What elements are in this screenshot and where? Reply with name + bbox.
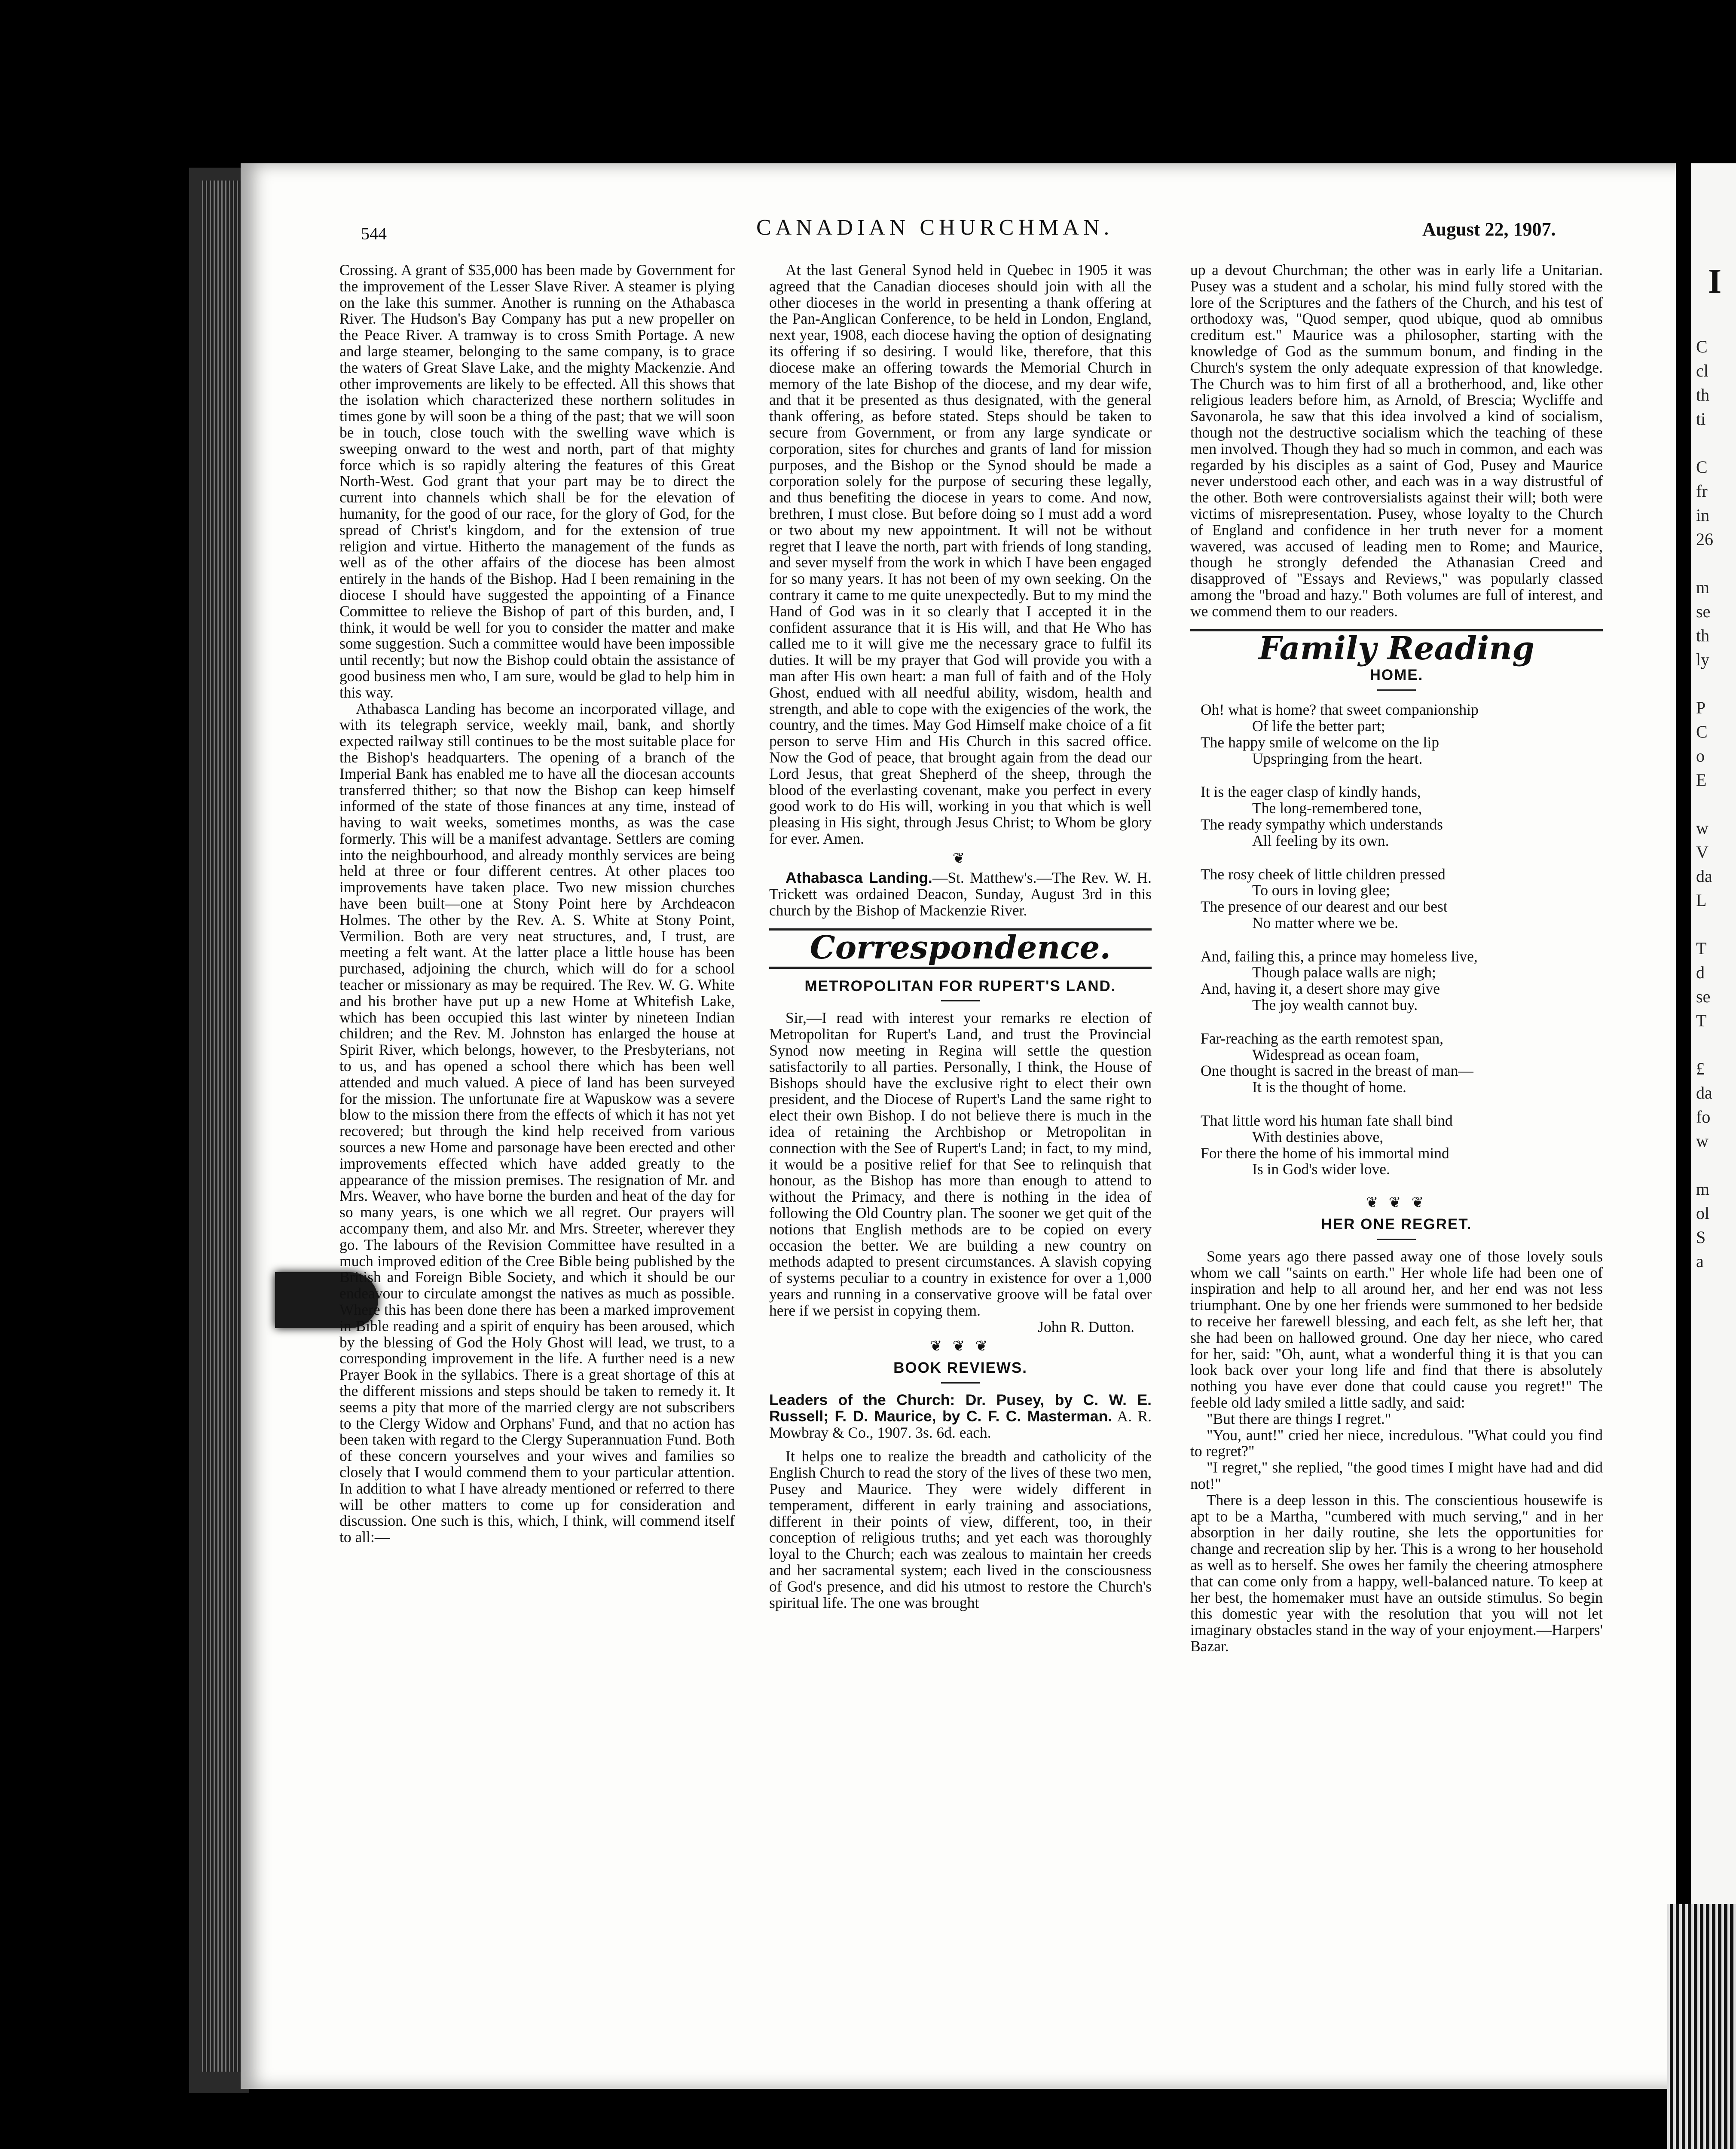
fragment-text: V: [1696, 842, 1708, 862]
fragment-text: w: [1696, 818, 1708, 838]
adjacent-page-letter: I: [1708, 263, 1722, 300]
poem-line: To ours in loving glee;: [1252, 882, 1390, 899]
story-title: HER ONE REGRET.: [1321, 1216, 1472, 1233]
review-continued: up a devout Churchman; the other was in early life a Unitarian. Pusey was a student and a scholar, his mind fully stored with the lore of the Scriptures and the fathers of the Church, and his test of orthodoxy was, "Quod semper, quod ubique, quod ab omnibus creditum est." Maurice was a philosopher, starting with the knowledge of God as the summum bonum, and finding in the Church's system the only adequate expression of that knowledge. The Church was to him first of all a brotherhood, and, like other religious leaders before him, as Arnold, of Brescia; Wycliffe and Savonarola, he saw that this idea involved a kind of socialism, though not the destructive socialism which the teaching of these men involved. Though they had so much in common, and each was regarded by his disciples as a saint of God, Pusey and Maurice never understood each other, and each was in a way distrustful of the other. Both were controversialists against their will; both were victims of misrepresentation. Pusey, whose loyalty to the Church of England and confidence in her truth never for a moment wavered, was accused of leading men to Rome; and Maurice, though he strongly defended the Athanasian Creed and disapproved of "Essays and Reviews," was popularly classed among the "broad and hazy." Both volumes are full of interest, and we commend them to our readers.: [1190, 261, 1603, 620]
letter-body: Sir,—I read with interest your remarks re election of Metropolitan for Rupert's Land, and trust the Provincial Synod now meeting in Regina will settle the question satisfactorily to all parties. Personally, I think, the House of Bishops should have the exclusive right to elect their own president, and the Diocese of Rupert's Land the same right to elect their own Bishop. I do not believe there is much in the idea of retaining the Archbishop or Metropolitan in connection with the See of Rupert's Land; in fact, to my mind, it would be a positive relief for that See to relinquish that honour, as the Bishop has more than enough to attend to without the Primacy, and there is nothing in the idea of following the Old Country plan. The sooner we get quit of the notions that English methods are to be copied on every occasion the better. We are building a new country on methods adapted to present circumstances. A slavish copying of systems peculiar to a country in existence for over a 1,000 years and running in a conservative groove will be fatal over here if we persist in copying them.: [769, 1009, 1152, 1319]
divider: [1377, 1239, 1416, 1240]
poem-line: The long-remembered tone,: [1252, 799, 1422, 817]
masthead: CANADIAN CHURCHMAN.: [756, 215, 1114, 240]
page-number: 544: [361, 224, 387, 243]
poem-line: Far-reaching as the earth remotest span,: [1201, 1029, 1444, 1047]
column-2: [769, 262, 1152, 1611]
poem-line: And, failing this, a prince may homeless live,: [1201, 947, 1478, 965]
poem-line: It is the thought of home.: [1252, 1078, 1406, 1096]
story-paragraph: "I regret," she replied, "the good times I might have had and did not!": [1190, 1459, 1603, 1492]
fragment-text: C: [1696, 722, 1708, 741]
poem-line: And, having it, a desert shore may give: [1201, 980, 1440, 998]
story-paragraph: "But there are things I regret.": [1207, 1410, 1391, 1427]
ornament: ❦: [952, 850, 969, 866]
poem-line: It is the eager clasp of kindly hands,: [1201, 783, 1421, 801]
church-notice: [769, 870, 1152, 918]
poem-stanza: [1201, 784, 1603, 849]
fragment-text: a: [1696, 1252, 1704, 1271]
issue-date: August 22, 1907.: [1422, 219, 1556, 240]
fragment-text: th: [1696, 626, 1710, 645]
fragment-text: C: [1696, 337, 1708, 356]
story-paragraph: Some years ago there passed away one of those lovely souls whom we call "saints on earth." Her whole life had been one of inspiration and help to all around her, and her end was not less triumphant. One by one her friends were summoned to her bedside to receive her farewell blessing, and each felt, as she left her, that she had been on hallowed ground. One day her niece, who cared for her, said: "Oh, aunt, what a wonderful thing it is that you can look back over your long life and find that there is absolutely nothing you have ever done that could cause you regret!" The feeble old lady smiled a little sadly, and said:: [1190, 1247, 1603, 1411]
fragment-text: th: [1696, 385, 1710, 404]
notice-text: —St. Matthew's.—The Rev. W. H. Trickett was ordained Deacon, Sunday, August 3rd in this church by the Bishop of Mackenzie River.: [769, 869, 1152, 919]
fragment-text: m: [1696, 1179, 1710, 1199]
adjacent-page-fragment: [1691, 163, 1736, 2089]
divider: [941, 1382, 980, 1384]
poem-line: For there the home of his immortal mind: [1201, 1144, 1449, 1162]
ornament: ❦ ❦ ❦: [1366, 1195, 1427, 1211]
fragment-text: da: [1696, 866, 1712, 886]
poem-stanza: [1201, 702, 1603, 767]
review-citation: [769, 1392, 1152, 1441]
fragment-text: £: [1696, 1059, 1705, 1078]
fragment-text: w: [1696, 1131, 1708, 1151]
poem-line: No matter where we be.: [1252, 914, 1399, 931]
ornament: ❦ ❦ ❦: [929, 1338, 991, 1355]
fragment-text: L: [1696, 891, 1707, 910]
letter-signature: John R. Dutton.: [1038, 1318, 1134, 1335]
fragment-text: ly: [1696, 650, 1710, 669]
poem-line: The joy wealth cannot buy.: [1252, 996, 1418, 1014]
fragment-text: o: [1696, 746, 1705, 765]
fragment-text: E: [1696, 770, 1707, 790]
poem-line: One thought is sacred in the breast of man—: [1201, 1062, 1473, 1080]
poem-line: All feeling by its own.: [1252, 832, 1389, 849]
poem-line: Of life the better part;: [1252, 717, 1385, 735]
page-edges-bottom: [1667, 1904, 1736, 2149]
review-publisher: A. R. Mowbray & Co., 1907. 3s. 6d. each.: [769, 1407, 1152, 1441]
divider: [1377, 689, 1416, 691]
fragment-text: ol: [1696, 1203, 1710, 1223]
poem-line: Upspringing from the heart.: [1252, 750, 1423, 767]
fragment-text: T: [1696, 939, 1707, 958]
poem-line: Widespread as ocean foam,: [1252, 1046, 1419, 1063]
letter-title: METROPOLITAN FOR RUPERT'S LAND.: [804, 977, 1116, 995]
poem-line: With destinies above,: [1252, 1128, 1384, 1145]
fragment-text: se: [1696, 987, 1711, 1006]
paragraph: Athabasca Landing has become an incorporated village, and with its telegraph service, weekly mail, bank, and shortly expected railway still continues to be the most suitable place for the Bishop's headquarters. The opening of a branch of the Imperial Bank has enabled me to have all the diocesan accounts transferred thither; so that now the Bishop can keep himself informed of the state of those finances at any time, instead of having to wait weeks, sometimes months, as was the case formerly. This will be a manifest advantage. Settlers are coming into the neighbourhood, and already monthly services are being held at three or four different centres. At other places too improvements have taken place. Two new mission churches have been built—one at Stony Point here by Archdeacon Holmes. The other by the Rev. A. S. White at Stony Point, Vermilion. Both are very neat structures, and, I trust, are meeting a felt want. At the latter place a little house has been purchased, adjoining the church, which will do for a school teacher or missionary as may be required. The Rev. W. G. White and his brother have put up a new Home at Whitefish Lake, which has been occupied this last winter by nineteen Indian children; and the Rev. M. Johnston has enlarged the house at Spirit River, which belongs, however, to the Presbyterians, not to us, and has opened a school there which has been well attended and much valued. A piece of land has been surveyed for the mission. The unfortunate fire at Wapuskow was a severe blow to the mission there from the effects of which it has not yet recovered; but through the kind help received from various sources a new Home and parsonage have been erected and other improvements effected which have added greatly to the appearance of the mission premises. The resignation of Mr. and Mrs. Weaver, who have borne the burden and heat of the day for so many years, is one which we all regret. Our prayers will accompany them, and also Mr. and Mrs. Streeter, wherever they go. The labours of the Revision Committee have resulted in a much improved edition of the Cree Bible being published by the British and Foreign Bible Society, and which it should be our endeavour to circulate amongst the natives as much as possible. Where this has been done there has been a marked improvement in Bible reading and a spirit of enquiry has been aroused, which by the blessing of God the Holy Ghost will lead, we trust, to a corresponding improvement in the life. A further need is a new Prayer Book in the syllabics. There is a great shortage of this at the different missions and steps should be taken to remedy it. It seems a pity that more of the married clergy are not subscribers to the Clergy Widow and Orphans' Fund, and that no action has been taken with regard to the Clergy Superannuation Fund. Both of these concern yourselves and your wives and families so closely that I would commend them to your particular attention. In addition to what I have already mentioned or referred to there will be other matters to come up for consideration and discussion. One such is this, which, I think, will commend itself to all:—: [339, 700, 735, 1546]
poem-line: The rosy cheek of little children pressed: [1201, 865, 1446, 883]
notice-lead: Athabasca Landing.: [785, 869, 932, 887]
poem-stanza: [1201, 949, 1603, 1013]
poem-line: Oh! what is home? that sweet companionship: [1201, 701, 1479, 719]
poem-line: The happy smile of welcome on the lip: [1201, 733, 1440, 751]
poem-stanza: [1201, 866, 1603, 931]
fragment-text: d: [1696, 963, 1705, 982]
fragment-text: T: [1696, 1011, 1707, 1030]
fragment-text: m: [1696, 578, 1710, 597]
fragment-text: cl: [1696, 361, 1708, 380]
fragment-text: 26: [1696, 530, 1713, 549]
review-lead: Leaders of the Church: Dr. Pusey, by C. W. E. Russell; F. D. Maurice, by C. F. C. Masterman.: [769, 1391, 1152, 1425]
fragment-text: ti: [1696, 409, 1706, 429]
fragment-text: S: [1696, 1228, 1706, 1247]
paragraph: At the last General Synod held in Quebec in 1905 it was agreed that the Canadian dioceses should join with all the other dioceses in the world in presenting a thank offering at the Pan-Anglican Conference, to be held in London, England, next year, 1908, each diocese having the option of designating its offering if so desiring. I would like, therefore, that this diocese make an offering towards the Memorial Church in memory of the late Bishop of the diocese, and my dear wife, and that it be presented as thus designated, with the general thank offering, as before stated. Steps should be taken to secure from Government, or from any large syndicate or corporation, sites for churches and grants of land for mission purposes, and the Bishop or the Synod should be made a corporation solely for the purpose of securing these legally, and thus benefiting the diocese in years to come. And now, brethren, I must close. But before doing so I must add a word or two about my new appointment. It will not be without regret that I leave the north, part with friends of long standing, and sever myself from the work in which I have been engaged for so many years. It has not been of my own seeking. On the contrary it came to me quite unexpectedly. But to my mind the Hand of God was in it so clearly that I accepted it in the confident assurance that it is His will, and that He Who has called me to it will give me the necessary grace to fulfil its duties. It will be my prayer that God will provide you with a man after His own heart: a man full of faith and of the Holy Ghost, endued with all needful ability, wisdom, health and strength, and able to cope with the exigencies of the work, the country, and the times. May God Himself make choice of a fit person to serve Him and His Church in this sacred office. Now the God of peace, that brought again from the dead our Lord Jesus, that great Shepherd of the sheep, through the blood of the everlasting covenant, make you perfect in every good work to do His will, working in you that which is well pleasing in His sight, through Jesus Christ; to Whom be glory for ever. Amen.: [769, 261, 1152, 847]
fragment-text: da: [1696, 1083, 1712, 1102]
fragment-text: P: [1696, 698, 1706, 717]
poem-line: Is in God's wider love.: [1252, 1160, 1390, 1178]
review-body: It helps one to realize the breadth and catholicity of the English Church to read the story of the lives of these two men, Pusey and Maurice. They were widely different in temperament, different in early training and associations, different in their points of view, different, too, in their conception of religious truths; and yet each was thoroughly loyal to the Church; each was zealous to maintain her creeds and her sacramental system; each lived in the consciousness of God's presence, and did his utmost to restore the Church's spiritual life. The one was brought: [769, 1448, 1152, 1611]
fragment-text: C: [1696, 457, 1708, 477]
fragment-text: fr: [1696, 481, 1708, 501]
poem: [1201, 702, 1603, 1178]
page-edges: [202, 181, 241, 2072]
story-paragraph: There is a deep lesson in this. The conscientious housewife is apt to be a Martha, "cumbered with much serving," and in her absorption in her daily routine, she lets the opportunities for change and recreation slip by her. This is a wrong to her household as well as to herself. She owes her family the cheering atmosphere that can come only from a happy, well-balanced nature. To keep at her best, the homemaker must have an outside stimulus. So begin this domestic year with the resolution that you will not let imaginary obstacles stand in the way of your enjoyment.—Harpers' Bazar.: [1190, 1491, 1603, 1655]
divider: [941, 1000, 980, 1001]
poem-line: The ready sympathy which understands: [1201, 815, 1443, 833]
poem-title: HOME.: [1369, 667, 1424, 684]
story-paragraph: "You, aunt!" cried her niece, incredulous. "What could you find to regret?": [1190, 1426, 1603, 1460]
divider: [769, 967, 1152, 969]
poem-line: Though palace walls are nigh;: [1252, 964, 1436, 981]
fragment-text: in: [1696, 505, 1710, 525]
family-reading-heading: Family Reading: [1259, 630, 1534, 667]
poem-line: The presence of our dearest and our best: [1201, 898, 1448, 915]
fragment-text: fo: [1696, 1107, 1711, 1127]
poem-stanza: [1201, 1113, 1603, 1178]
book-reviews-heading: BOOK REVIEWS.: [893, 1359, 1027, 1377]
fragment-text: se: [1696, 602, 1711, 621]
column-1: [339, 262, 735, 1546]
poem-stanza: [1201, 1031, 1603, 1096]
poem-line: That little word his human fate shall bind: [1201, 1112, 1453, 1130]
paragraph: Crossing. A grant of $35,000 has been made by Government for the improvement of the Lesser Slave River. A steamer is plying on the lake this summer. Another is running on the Athabasca River. The Hudson's Bay Company has put a new propeller on the Peace River. A tramway is to cross Smith Portage. A new and large steamer, belonging to the same company, is to grace the waters of Great Slave Lake, and the mighty Mackenzie. And other improvements are likely to be effected. All this shows that the isolation which characterized these northern solitudes in times gone by will soon be a thing of the past; that we will soon be in touch, close touch with the swelling wave which is sweeping onward to the west and north, part of that mighty force which is so rapidly altering the features of this Great North-West. God grant that your part may be to direct the current into channels which shall be for the elevation of humanity, for the good of our race, for the glory of God, for the spread of Christ's kingdom, and for the extension of true religion and virtue. Hitherto the management of the funds as well as of the other affairs of the diocese has been almost entirely in the hands of the Bishop. Had I been remaining in the diocese I should have suggested the appointing of a Finance Committee to relieve the Bishop of part of this burden, and, I think, it would be well for you to consider the matter and make some suggestion. Such a committee would have been impossible until recently; but now the Bishop could obtain the assistance of good business men who, I am sure, would be glad to help him in this way.: [339, 261, 735, 701]
gutter: [1676, 163, 1693, 2089]
column-3: [1190, 262, 1603, 1655]
correspondence-heading: Correspondence.: [810, 929, 1111, 966]
